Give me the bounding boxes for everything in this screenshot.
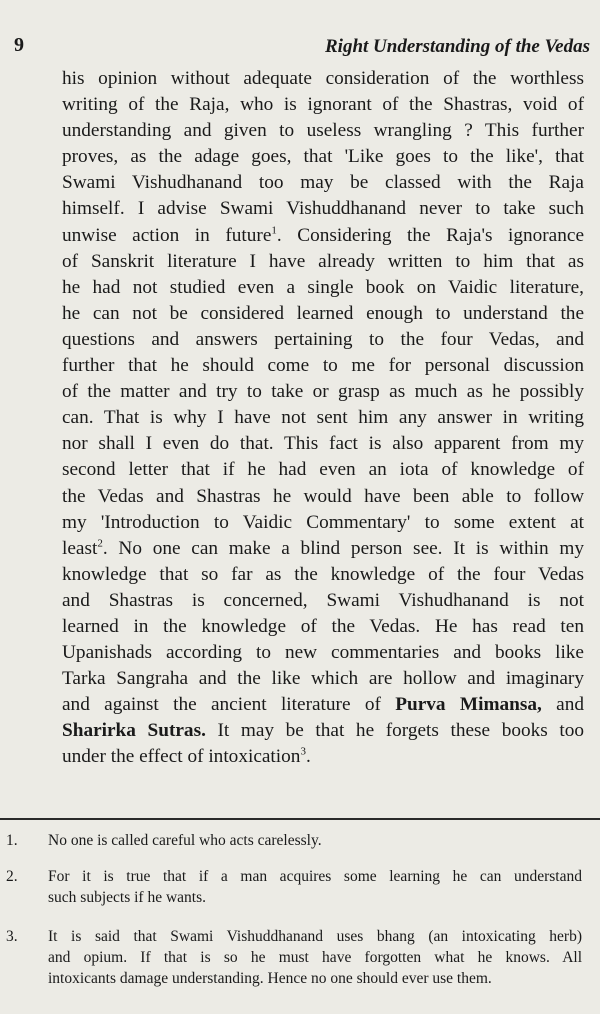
page-header [0, 28, 600, 60]
footnote-number: 3. [6, 928, 18, 945]
body-line: he had not studied even a single book on Vaidic literature, [62, 276, 584, 298]
footnote-ref-2: 2 [97, 537, 103, 550]
body-line-text: and [541, 694, 584, 716]
body-line-text: . Considering the Raja's ignorance [276, 224, 584, 246]
body-line: he can not be considered learned enough to understand the [62, 302, 584, 324]
footnote-line: No one is called careful who acts carelessly. [48, 832, 322, 849]
footnote-text [48, 926, 582, 989]
body-line: himself. I advise Swami Vishuddhanand never to take such [62, 198, 584, 220]
body-line: understanding and given to useless wrangling ? This further [62, 120, 584, 142]
footnote-text [48, 866, 582, 908]
bold-term-purva-mimansa: Purva Mimansa, [395, 694, 542, 716]
page-number: 9 [14, 34, 24, 56]
body-line-text: under the effect of intoxication [62, 746, 301, 768]
body-line: Upanishads according to new commentaries and books like [62, 642, 584, 664]
bold-term-sharirka-sutras: Sharirka Sutras. [62, 720, 206, 742]
footnote-number: 2. [6, 868, 18, 885]
body-line: further that he should come to me for personal discussion [62, 355, 584, 377]
body-line: knowledge that so far as the knowledge of the four Vedas [62, 563, 584, 585]
footnote-line: It is said that Swami Vishuddhanand uses bhang (an intoxicating herb) [48, 928, 582, 945]
body-line: writing of the Raja, who is ignorant of the Shastras, void of [62, 94, 584, 116]
body-line-text: It may be that he forgets these books too [205, 720, 584, 742]
body-line-text: and against the ancient literature of [62, 694, 396, 716]
footnote-number: 1. [6, 832, 18, 849]
body-line: Tarka Sangraha and the like which are hollow and imaginary [62, 668, 584, 690]
body-line [62, 692, 584, 718]
body-line: the Vedas and Shastras he would have been able to follow [62, 485, 584, 507]
body-line: can. That is why I have not sent him any answer in writing [62, 407, 584, 429]
footnote-line: For it is true that if a man acquires some learning he can understand [48, 868, 582, 885]
footnote-line: and opium. If that is so he must have forgotten what he knows. All [48, 949, 582, 966]
body-text [62, 66, 584, 771]
body-line-text: . [305, 746, 311, 768]
body-line: Swami Vishudhanand too may be classed with the Raja [62, 172, 584, 194]
body-line: proves, as the adage goes, that 'Like goes to the like', that [62, 146, 584, 168]
body-line-text: unwise action in future [62, 224, 272, 246]
footnote-text [48, 830, 582, 851]
footnote-ref-3: 3 [300, 746, 306, 759]
footnote-ref-1: 1 [271, 224, 277, 237]
body-line: nor shall I even do that. This fact is also apparent from my [62, 433, 584, 455]
body-line: his opinion without adequate consideration of the worthless [62, 68, 584, 89]
body-line: of Sanskrit literature I have already written to him that as [62, 250, 584, 272]
body-line: my 'Introduction to Vaidic Commentary' to some extent at [62, 511, 584, 533]
footnote-line: intoxicants damage understanding. Hence no one should ever use them. [48, 970, 492, 987]
body-line [62, 718, 584, 744]
body-line [62, 536, 584, 562]
body-line: questions and answers pertaining to the four Vedas, and [62, 328, 584, 350]
footnote-divider [0, 818, 600, 820]
body-line [62, 744, 584, 770]
body-line: of the matter and try to take or grasp as much as he possibly [62, 381, 584, 403]
footnote-line: such subjects if he wants. [48, 889, 206, 906]
body-line: and Shastras is concerned, Swami Vishudhanand is not [62, 589, 584, 611]
body-line-text: . No one can make a blind person see. It is within my [102, 537, 584, 559]
body-line-text: least [62, 537, 98, 559]
running-title: Right Understanding of the Vedas [325, 36, 590, 57]
body-line [62, 223, 584, 249]
body-line: learned in the knowledge of the Vedas. He has read ten [62, 615, 584, 637]
body-line: second letter that if he had even an iota of knowledge of [62, 459, 584, 481]
